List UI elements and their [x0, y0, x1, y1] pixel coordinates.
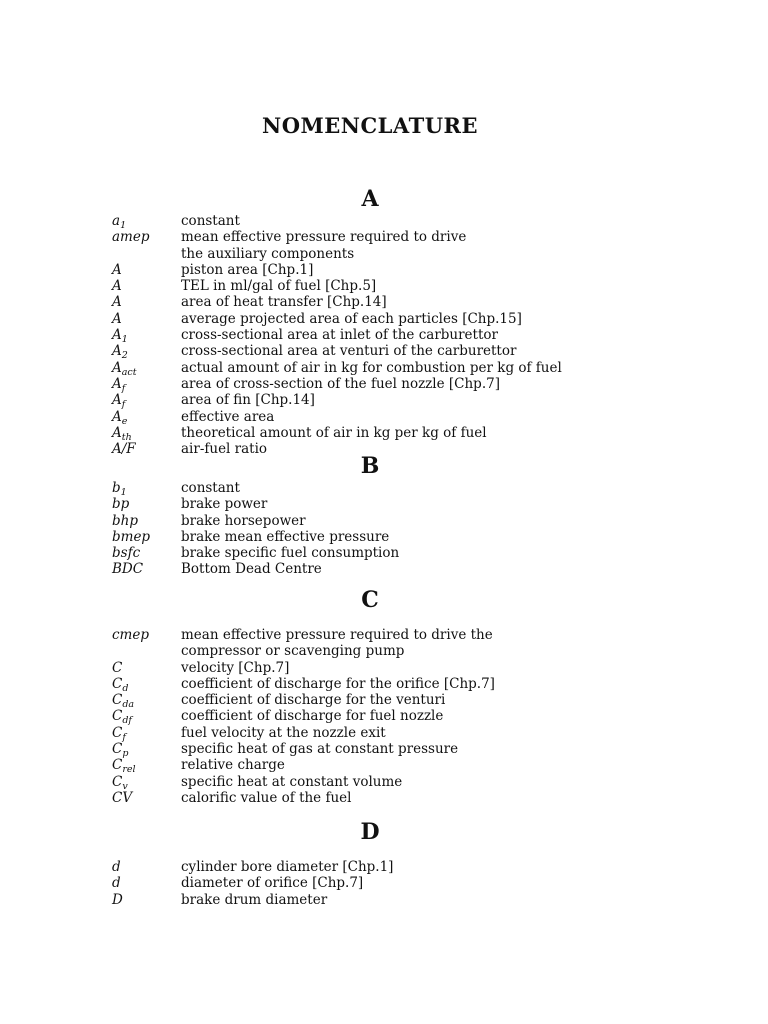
nomenclature-entry: [112, 692, 712, 711]
entry-symbol: [112, 213, 181, 229]
symbol-base: amep: [112, 229, 150, 246]
symbol-subscript: v: [122, 780, 128, 792]
nomenclature-entry: [112, 859, 712, 875]
symbol-base: b: [112, 480, 121, 496]
entry-symbol: [112, 262, 181, 278]
nomenclature-entry: [112, 660, 712, 676]
entry-definition: cross-sectional area at inlet of the carburettor: [181, 327, 498, 344]
entry-definition: air-fuel ratio: [181, 441, 268, 458]
symbol-base: A: [112, 343, 122, 360]
entry-symbol: [112, 545, 181, 561]
symbol-base: A: [112, 327, 122, 344]
nomenclature-entry: [112, 892, 712, 908]
entry-definition: constant: [181, 213, 240, 229]
nomenclature-entry: [112, 875, 712, 891]
symbol-subscript: rel: [122, 764, 136, 776]
nomenclature-entry: [112, 262, 712, 278]
symbol-base: C: [112, 741, 123, 758]
nomenclature-entry: [112, 708, 712, 727]
symbol-base: A: [112, 294, 122, 311]
entry-symbol: [112, 294, 181, 310]
entry-list: [112, 627, 712, 806]
symbol-base: C: [112, 757, 123, 774]
entry-symbol: [112, 561, 181, 577]
entry-symbol: [112, 513, 181, 529]
entry-symbol: [112, 392, 181, 411]
entry-definition: specific heat at constant volume: [181, 773, 403, 790]
entry-definition: area of heat transfer [Chp.14]: [181, 294, 387, 311]
entry-symbol: [112, 892, 181, 908]
entry-symbol: [112, 627, 181, 643]
entry-symbol: [112, 725, 181, 741]
symbol-subscript: p: [122, 748, 129, 760]
nomenclature-entry: [112, 774, 712, 790]
entry-definition: mean effective pressure required to drive the auxiliary components: [181, 229, 467, 262]
entry-definition: brake horsepower: [181, 512, 306, 529]
nomenclature-entry: [112, 545, 712, 561]
symbol-subscript: f: [122, 731, 126, 743]
symbol-base: C: [112, 708, 123, 725]
entry-symbol: [112, 425, 181, 441]
entry-symbol: [112, 859, 181, 875]
symbol-base: bmep: [112, 528, 151, 545]
nomenclature-entry: [112, 513, 712, 529]
symbol-subscript: da: [122, 699, 135, 711]
nomenclature-entry: [112, 278, 712, 294]
section-letter: C: [361, 587, 379, 613]
entry-symbol: [112, 327, 181, 346]
nomenclature-entry: [112, 343, 712, 362]
nomenclature-entry: [112, 561, 712, 577]
entry-symbol: [112, 343, 181, 362]
symbol-base: C: [112, 773, 123, 790]
symbol-base: d: [112, 875, 121, 892]
symbol-subscript: 1: [121, 334, 128, 346]
entry-symbol: [112, 311, 181, 327]
symbol-base: C: [112, 659, 123, 676]
entry-definition: Bottom Dead Centre: [181, 561, 322, 578]
section-letter: A: [361, 186, 379, 212]
entry-definition: mean effective pressure required to drive the compressor or scavenging pump: [181, 627, 493, 660]
nomenclature-entry: [112, 676, 712, 692]
symbol-base: BDC: [112, 561, 144, 578]
entry-symbol: [112, 676, 181, 692]
entry-symbol: [112, 741, 181, 760]
entry-symbol: [112, 757, 181, 776]
entry-symbol: [112, 409, 181, 425]
nomenclature-entry: [112, 496, 712, 512]
entry-symbol: [112, 529, 181, 545]
entry-definition: TEL in ml/gal of fuel [Chp.5]: [181, 278, 377, 295]
symbol-base: D: [112, 891, 123, 908]
entry-definition: coefficient of discharge for fuel nozzle: [181, 708, 444, 725]
entry-definition: brake drum diameter: [181, 891, 328, 908]
section-letter: D: [360, 819, 380, 845]
entry-symbol: [112, 790, 181, 806]
symbol-base: A/F: [112, 441, 136, 458]
nomenclature-entry: [112, 213, 712, 229]
entry-definition: relative charge: [181, 757, 285, 774]
entry-symbol: [112, 480, 181, 496]
symbol-subscript: 2: [121, 350, 128, 362]
entry-list: [112, 859, 712, 908]
nomenclature-entry: [112, 311, 712, 327]
page-title: NOMENCLATURE: [262, 113, 478, 138]
nomenclature-entry: [112, 409, 712, 425]
symbol-subscript: df: [122, 715, 132, 727]
symbol-base: A: [112, 424, 122, 441]
symbol-base: bp: [112, 496, 130, 513]
entry-symbol: [112, 229, 181, 245]
symbol-base: A: [112, 392, 122, 409]
symbol-base: d: [112, 859, 121, 875]
symbol-subscript: act: [121, 366, 137, 378]
nomenclature-entry: [112, 327, 712, 346]
section-b: [112, 452, 712, 578]
symbol-subscript: th: [121, 431, 132, 443]
entry-symbol: [112, 496, 181, 512]
entry-definition: actual amount of air in kg for combustion per kg of fuel: [181, 359, 562, 376]
entry-symbol: [112, 376, 181, 392]
entry-definition: diameter of orifice [Chp.7]: [181, 875, 364, 892]
entry-definition: cylinder bore diameter [Chp.1]: [181, 859, 394, 875]
entry-definition: calorific value of the fuel: [181, 789, 352, 806]
entry-definition: fuel velocity at the nozzle exit: [181, 724, 386, 741]
symbol-subscript: e: [121, 415, 128, 427]
nomenclature-entry: [112, 790, 712, 806]
nomenclature-entry: [112, 360, 712, 376]
symbol-base: a: [112, 213, 121, 229]
symbol-base: A: [112, 310, 122, 327]
symbol-base: A: [112, 408, 122, 425]
entry-definition: brake power: [181, 496, 268, 513]
nomenclature-entry: [112, 229, 712, 262]
entry-list: [112, 480, 712, 578]
nomenclature-entry: [112, 294, 712, 310]
symbol-subscript: f: [121, 399, 126, 411]
entry-definition: velocity [Chp.7]: [181, 659, 290, 676]
entry-definition: brake mean effective pressure: [181, 528, 390, 545]
nomenclature-entry: [112, 529, 712, 545]
symbol-subscript: 1: [120, 487, 127, 498]
symbol-base: C: [112, 692, 123, 709]
nomenclature-entry: [112, 725, 712, 741]
nomenclature-entry: [112, 376, 712, 392]
entry-definition: coefficient of discharge for the venturi: [181, 692, 446, 709]
nomenclature-entry: [112, 480, 712, 496]
section-letter: B: [360, 453, 380, 479]
entry-symbol: [112, 875, 181, 891]
entry-definition: theoretical amount of air in kg per kg of fuel: [181, 424, 487, 441]
symbol-base: cmep: [112, 627, 149, 643]
nomenclature-entry: [112, 392, 712, 411]
entry-symbol: [112, 774, 181, 790]
symbol-base: C: [112, 724, 123, 741]
symbol-base: C: [112, 675, 123, 692]
section-a: [112, 185, 712, 457]
symbol-base: A: [112, 261, 122, 278]
entry-list: [112, 213, 712, 457]
entry-symbol: [112, 708, 181, 727]
symbol-base: bhp: [112, 512, 138, 529]
entry-definition: coefficient of discharge for the orifice [Chp.7]: [181, 675, 495, 692]
symbol-base: CV: [112, 789, 133, 806]
entry-definition: effective area: [181, 408, 275, 425]
symbol-base: bsfc: [112, 545, 141, 562]
entry-definition: specific heat of gas at constant pressure: [181, 741, 459, 758]
entry-symbol: [112, 360, 181, 376]
nomenclature-entry: [112, 757, 712, 776]
entry-definition: piston area [Chp.1]: [181, 261, 314, 278]
entry-symbol: [112, 660, 181, 676]
nomenclature-entry: [112, 425, 712, 441]
symbol-subscript: f: [121, 382, 126, 394]
section-c: [112, 586, 712, 806]
symbol-subscript: d: [122, 682, 129, 694]
entry-definition: area of cross-section of the fuel nozzle [Chp.7]: [181, 375, 500, 392]
entry-definition: brake specific fuel consumption: [181, 545, 400, 562]
entry-symbol: [112, 278, 181, 294]
symbol-base: A: [112, 375, 122, 392]
entry-definition: cross-sectional area at venturi of the carburettor: [181, 343, 517, 360]
entry-definition: area of fin [Chp.14]: [181, 392, 315, 409]
section-d: [112, 818, 712, 908]
symbol-base: A: [112, 278, 122, 295]
entry-definition: average projected area of each particles [Chp.15]: [181, 310, 522, 327]
entry-definition: constant: [181, 480, 240, 496]
symbol-subscript: 1: [120, 220, 127, 231]
nomenclature-entry: [112, 627, 712, 660]
nomenclature-entry: [112, 741, 712, 760]
symbol-base: A: [112, 359, 122, 376]
entry-symbol: [112, 692, 181, 711]
